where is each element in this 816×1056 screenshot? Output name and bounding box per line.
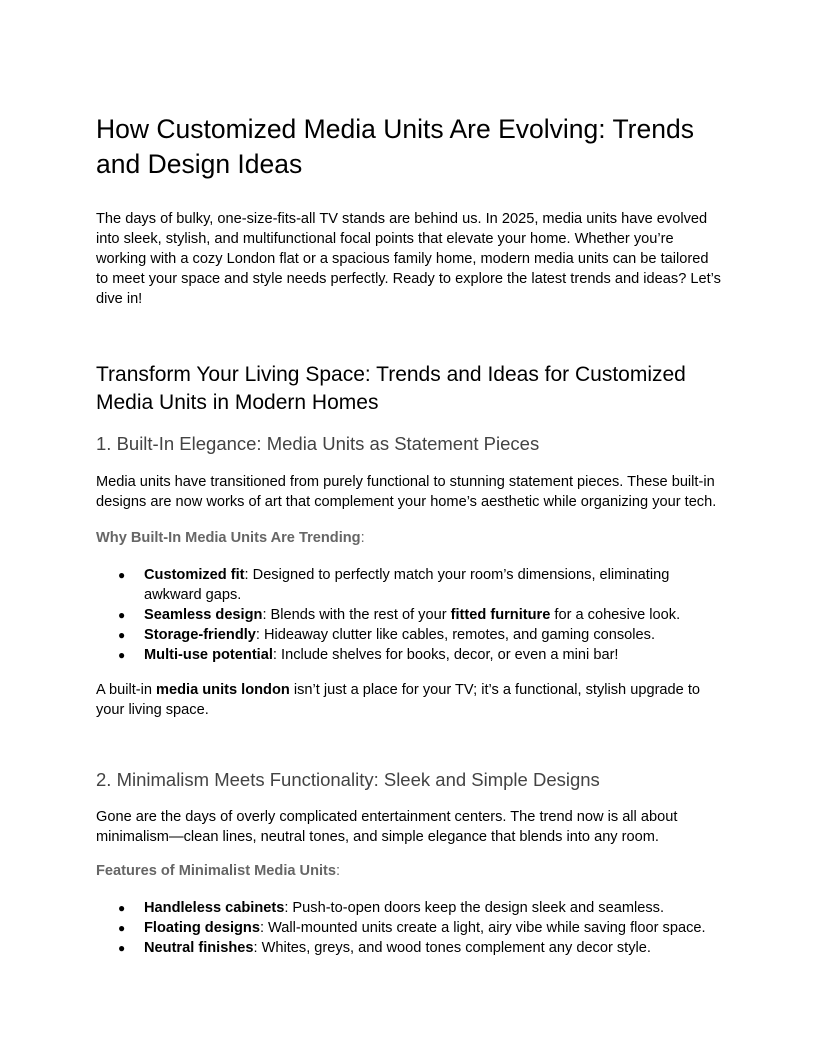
section1-subheading-text: Why Built-In Media Units Are Trending (96, 530, 361, 546)
list-item-text: : Wall-mounted units create a light, airy vibe while saving floor space. (259, 920, 706, 936)
bullet-icon: ● (118, 608, 126, 622)
closing-bold-keyword: media units london (156, 682, 290, 698)
section1-subheading-colon: : (360, 530, 365, 546)
section2-heading: 2. Minimalism Meets Functionality: Sleek and Simple Designs (96, 769, 600, 790)
bullet-icon: ● (118, 921, 126, 935)
list-item (96, 918, 724, 938)
section1-subheading (96, 528, 724, 548)
section2-subheading (96, 861, 724, 881)
list-item (96, 605, 724, 625)
list-item (96, 645, 724, 665)
intro-paragraph: The days of bulky, one-size-fits-all TV stands are behind us. In 2025, media units have evolved into sleek, stylish, and multifunctional focal points that elevate your home. Whether you’re working with a cozy London flat or a spacious family home, modern media units can be tailored to meet your space and style needs perfectly. Ready to explore the latest trends and ideas? Let’s dive in! (96, 211, 721, 307)
section1-heading: 1. Built-In Elegance: Media Units as Statement Pieces (96, 433, 540, 454)
section1-closing-paragraph (96, 680, 724, 720)
section2-subheading-text: Features of Minimalist Media Units (96, 863, 337, 879)
closing-text-post: isn’t just a place for your TV; it’s a functional, stylish upgrade to your living space. (96, 682, 700, 718)
main-heading: Transform Your Living Space: Trends and Ideas for Customized Media Units in Modern Homes (96, 363, 686, 414)
list-item-text: : Designed to perfectly match your room’s dimensions, eliminating awkward gaps. (144, 567, 670, 603)
document-page (96, 112, 724, 958)
list-item-text-tail: for a cohesive look. (550, 607, 681, 623)
list-item-bold: Neutral finishes (144, 940, 254, 956)
bullet-icon: ● (118, 648, 126, 662)
bullet-icon: ● (118, 941, 126, 955)
list-item (96, 565, 724, 605)
section2-bullet-list (96, 898, 724, 958)
list-item (96, 625, 724, 645)
list-item-text: : Hideaway clutter like cables, remotes, and gaming consoles. (255, 627, 655, 643)
list-item-text: : Push-to-open doors keep the design sleek and seamless. (284, 900, 664, 916)
document-title: How Customized Media Units Are Evolving: Trends and Design Ideas (96, 114, 694, 179)
list-item-bold: Multi-use potential (144, 647, 273, 663)
bullet-icon: ● (118, 628, 126, 642)
bullet-icon: ● (118, 568, 126, 582)
list-item-bold: Floating designs (144, 920, 260, 936)
list-item-bold: Handleless cabinets (144, 900, 285, 916)
list-item-bold: Customized fit (144, 567, 245, 583)
closing-text-pre: A built-in (96, 682, 157, 698)
list-item (96, 898, 724, 918)
list-item-text: : Include shelves for books, decor, or even a mini bar! (272, 647, 619, 663)
list-item-bold-inline: fitted furniture (450, 607, 551, 623)
section1-bullet-list (96, 565, 724, 665)
list-item-text: : Whites, greys, and wood tones complement any decor style. (253, 940, 651, 956)
list-item-bold: Seamless design (144, 607, 263, 623)
section2-subheading-colon: : (336, 863, 341, 879)
list-item-bold: Storage-friendly (144, 627, 256, 643)
list-item-text: : Blends with the rest of your (262, 607, 451, 623)
bullet-icon: ● (118, 901, 126, 915)
section2-paragraph: Gone are the days of overly complicated entertainment centers. The trend now is all about minimalism—clean lines, neutral tones, and simple elegance that blends into any room. (96, 809, 678, 845)
list-item (96, 938, 724, 958)
section1-paragraph: Media units have transitioned from purely functional to stunning statement pieces. These built-in designs are now works of art that complement your home’s aesthetic while organizing your tech. (96, 474, 717, 510)
